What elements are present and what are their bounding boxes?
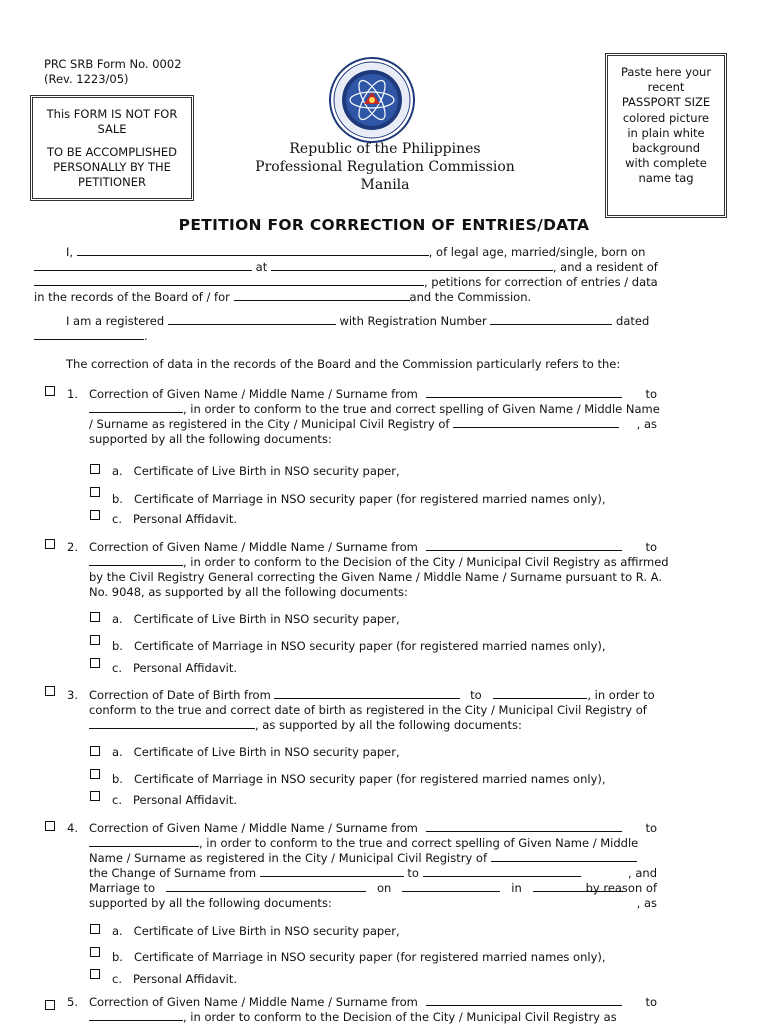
item-1-checkbox[interactable] bbox=[45, 386, 55, 396]
item-2-doc-a: a. Certificate of Live Birth in NSO security paper, bbox=[112, 612, 400, 626]
item-3-doc-a: a. Certificate of Live Birth in NSO security paper, bbox=[112, 745, 400, 759]
item-1-text: Correction of Given Name / Middle Name / Surname from to , in order to conform to the true and correct spelling of Given Name / Middle Name / Surname as registered in the City / Municipal Civil Registry of , as supported by all the following documents: bbox=[89, 387, 660, 446]
item-1-number: 1. bbox=[67, 387, 78, 401]
item-1-doc-a-checkbox[interactable] bbox=[90, 464, 100, 474]
item-4-marriage-place-field[interactable] bbox=[533, 881, 623, 892]
item-4-text: Correction of Given Name / Middle Name / Surname from to , in order to conform to the true and correct spelling of Given Name / Middle Name / Surname as registered in the City / Municipal Civil Registry of , and the Change of Surname from to by reason of Marriage to on in , as supported by all the following documents: bbox=[89, 821, 657, 910]
item-4-new-surname-field[interactable] bbox=[423, 866, 581, 877]
item-2-doc-b-checkbox[interactable] bbox=[90, 635, 100, 645]
board-field[interactable] bbox=[234, 290, 410, 301]
item-3-doc-a-checkbox[interactable] bbox=[90, 746, 100, 756]
item-2-doc-c: c. Personal Affidavit. bbox=[112, 661, 237, 675]
form-number-block bbox=[44, 57, 182, 87]
item-2-doc-c-checkbox[interactable] bbox=[90, 658, 100, 668]
item-4-doc-b: b. Certificate of Marriage in NSO security paper (for registered married names only), bbox=[112, 950, 606, 964]
petition-title: PETITION FOR CORRECTION OF ENTRIES/DATA bbox=[178, 216, 590, 234]
item-3-doc-c: c. Personal Affidavit. bbox=[112, 793, 237, 807]
item-3-from-field[interactable] bbox=[274, 688, 460, 699]
registration-line-2: . bbox=[34, 329, 656, 344]
item-5-from-field[interactable] bbox=[426, 995, 622, 1006]
intro-line-2: at , and a resident of bbox=[34, 260, 656, 275]
accomplish-personally-text: TO BE ACCOMPLISHED PERSONALLY BY THE PETITIONER bbox=[46, 145, 178, 189]
intro-line-3: , petitions for correction of entries / data bbox=[34, 275, 656, 290]
item-4-doc-c: c. Personal Affidavit. bbox=[112, 972, 237, 986]
header-city: Manila bbox=[360, 177, 410, 193]
profession-field[interactable] bbox=[168, 314, 336, 325]
item-5-number: 5. bbox=[67, 995, 78, 1009]
item-1-to-field[interactable] bbox=[89, 402, 183, 413]
item-4-doc-c-checkbox[interactable] bbox=[90, 969, 100, 979]
item-2-doc-b: b. Certificate of Marriage in NSO security paper (for registered married names only), bbox=[112, 639, 606, 653]
item-4-doc-a-checkbox[interactable] bbox=[90, 924, 100, 934]
intro-line-4: in the records of the Board of / for and the Commission. bbox=[34, 290, 532, 304]
prc-seal-logo bbox=[328, 56, 416, 144]
item-2-checkbox[interactable] bbox=[45, 539, 55, 549]
form-number: PRC SRB Form No. 0002 bbox=[44, 57, 182, 71]
registration-date-field[interactable] bbox=[34, 329, 144, 340]
correction-intro: The correction of data in the records of the Board and the Commission particularly refers to the: bbox=[66, 357, 621, 371]
form-revision: (Rev. 1223/05) bbox=[44, 72, 129, 86]
item-5-text: Correction of Given Name / Middle Name / Surname from to , in order to conform to the Decision of the City / Municipal Civil Registry as bbox=[89, 995, 657, 1024]
item-1-from-field[interactable] bbox=[426, 387, 622, 398]
item-4-from-field[interactable] bbox=[426, 821, 622, 832]
item-1-registry-field[interactable] bbox=[453, 417, 619, 428]
registration-line-1: I am a registered with Registration Number dated bbox=[66, 314, 650, 328]
item-1-doc-c: c. Personal Affidavit. bbox=[112, 512, 237, 526]
item-4-to-field[interactable] bbox=[89, 836, 199, 847]
registration-number-field[interactable] bbox=[490, 314, 612, 325]
item-2-number: 2. bbox=[67, 540, 78, 554]
item-1-doc-a: a. Certificate of Live Birth in NSO security paper, bbox=[112, 464, 400, 478]
item-5-to-field[interactable] bbox=[89, 1010, 183, 1021]
item-5-checkbox[interactable] bbox=[45, 1000, 55, 1010]
not-for-sale-notice bbox=[30, 95, 194, 201]
item-3-number: 3. bbox=[67, 688, 78, 702]
item-1-doc-b-checkbox[interactable] bbox=[90, 487, 100, 497]
item-3-to-field[interactable] bbox=[493, 688, 587, 699]
item-4-doc-b-checkbox[interactable] bbox=[90, 947, 100, 957]
intro-line-1: I, , of legal age, married/single, born on bbox=[66, 245, 646, 259]
item-2-to-field[interactable] bbox=[89, 555, 183, 566]
residence-field[interactable] bbox=[34, 275, 424, 286]
item-3-doc-b-checkbox[interactable] bbox=[90, 769, 100, 779]
item-3-doc-c-checkbox[interactable] bbox=[90, 791, 100, 801]
header-commission: Professional Regulation Commission bbox=[255, 159, 515, 175]
item-3-text: Correction of Date of Birth from to , in order to conform to the true and correct date of birth as registered in the City / Municipal Civil Registry of , as supported by all the following documents: bbox=[89, 688, 655, 732]
item-1-doc-b: b. Certificate of Marriage in NSO security paper (for registered married names only), bbox=[112, 492, 606, 506]
item-4-old-surname-field[interactable] bbox=[260, 866, 404, 877]
item-2-text: Correction of Given Name / Middle Name / Surname from to , in order to conform to the Decision of the City / Municipal Civil Registry as affirmed by the Civil Registry General correcting the Given Name / Middle Name / Surname pursuant to R. A. No. 9048, as supported by all the following documents: bbox=[89, 540, 669, 599]
item-3-doc-b: b. Certificate of Marriage in NSO security paper (for registered married names only), bbox=[112, 772, 606, 786]
not-for-sale-text: This FORM IS NOT FOR SALE bbox=[46, 107, 178, 136]
birth-place-field[interactable] bbox=[271, 260, 553, 271]
header-republic: Republic of the Philippines bbox=[289, 141, 481, 157]
photo-placeholder-box bbox=[605, 53, 727, 218]
item-3-checkbox[interactable] bbox=[45, 686, 55, 696]
item-1-doc-c-checkbox[interactable] bbox=[90, 510, 100, 520]
item-4-number: 4. bbox=[67, 821, 78, 835]
birth-date-field[interactable] bbox=[34, 260, 252, 271]
item-4-registry-field[interactable] bbox=[491, 851, 637, 862]
item-4-spouse-field[interactable] bbox=[166, 881, 366, 892]
item-3-registry-field[interactable] bbox=[89, 718, 255, 729]
item-2-doc-a-checkbox[interactable] bbox=[90, 612, 100, 622]
item-4-checkbox[interactable] bbox=[45, 821, 55, 831]
item-2-from-field[interactable] bbox=[426, 540, 622, 551]
photo-instructions: Paste here your recent PASSPORT SIZE colored picture in plain white background with complete name tag bbox=[620, 65, 712, 186]
petitioner-name-field[interactable] bbox=[77, 245, 429, 256]
item-4-marriage-date-field[interactable] bbox=[402, 881, 500, 892]
agency-header bbox=[235, 140, 535, 194]
item-4-doc-a: a. Certificate of Live Birth in NSO security paper, bbox=[112, 924, 400, 938]
